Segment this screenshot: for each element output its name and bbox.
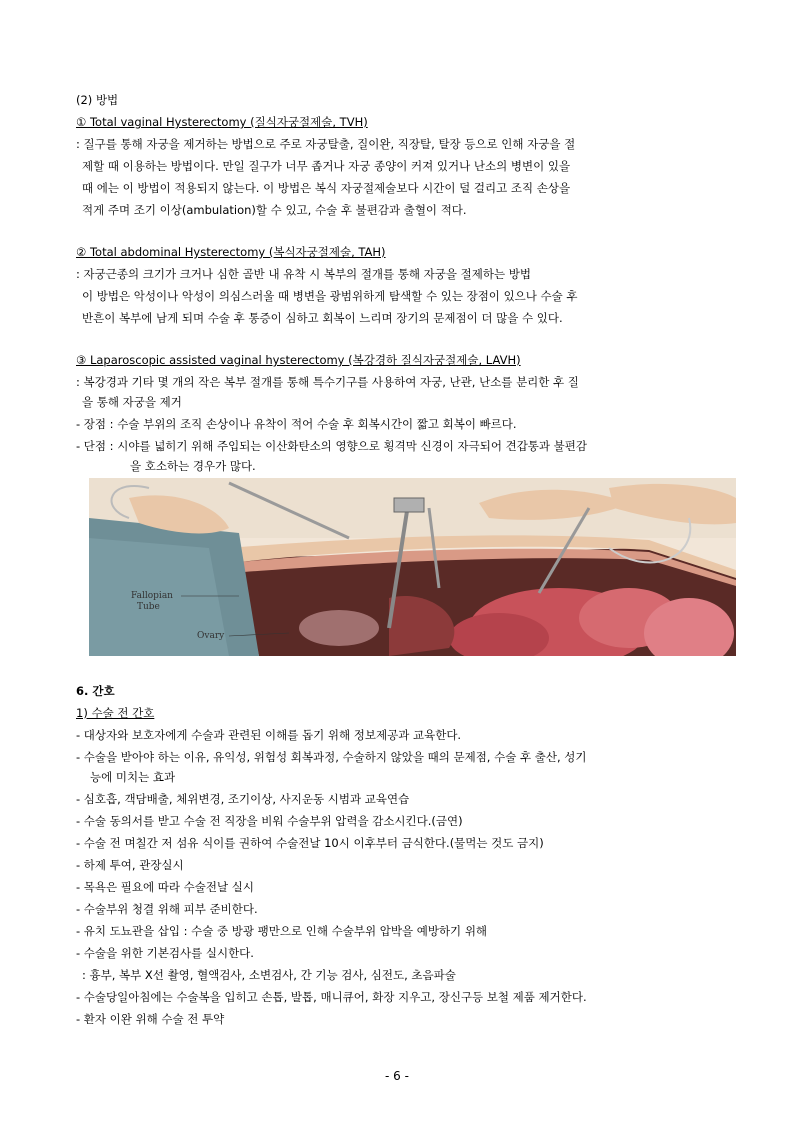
tah-line-1: : 자궁근종의 크기가 크거나 심한 골반 내 유착 시 복부의 절개를 통해 자궁을 절제하는 방법: [76, 267, 531, 281]
page-number: - 6 -: [385, 1069, 409, 1083]
lavh-line-1: : 복강경과 기타 몇 개의 작은 복부 절개를 통해 특수기구를 사용하여 자궁, 난관, 난소를 분리한 후 질: [76, 375, 579, 389]
laparoscopy-illustration: [89, 478, 736, 656]
tah-line-2: 이 방법은 악성이나 악성이 의심스러울 때 병변을 광범위하게 탐색할 수 있는 장점이 있으나 수술 후: [82, 289, 578, 303]
label-ovary: Ovary: [197, 631, 225, 641]
nursing-item-11: - 수술당일아침에는 수술복을 입히고 손톱, 발톱, 매니큐어, 화장 지우고, 장신구등 보철 제품 제거한다.: [76, 990, 587, 1004]
section-heading-method: (2) 방법: [76, 93, 119, 107]
lavh-title: ③ Laparoscopic assisted vaginal hysterectomy (복강경하 질식자궁절제술, LAVH): [76, 353, 521, 367]
nursing-item-4: - 수술 동의서를 받고 수술 전 직장을 비워 수술부위 압력을 감소시킨다.(금연): [76, 814, 463, 828]
nursing-item-6: - 하제 투여, 관장실시: [76, 858, 184, 872]
label-fallopian: Fallopian: [131, 591, 173, 601]
tvh-line-2: 제할 때 이용하는 방법이다. 만일 질구가 너무 좁거나 자궁 종양이 커져 있거나 난소의 병변이 있을: [82, 159, 571, 173]
nursing-item-2: - 수술을 받아야 하는 이유, 유익성, 위험성 회복과정, 수술하지 않았을 때의 문제점, 수술 후 출산, 성기: [76, 750, 587, 764]
section-heading-nursing: 6. 간호: [76, 684, 115, 698]
lavh-disadvantage: - 단점 : 시야를 넓히기 위해 주입되는 이산화탄소의 영향으로 횡격막 신경이 자극되어 견갑통과 불편감: [76, 439, 588, 453]
nursing-item-3: - 심호흡, 객담배출, 체위변경, 조기이상, 사지운동 시범과 교육연습: [76, 792, 410, 806]
nursing-item-9: - 유치 도뇨관을 삽입 : 수술 중 방광 팽만으로 인해 수술부위 압박을 예방하기 위해: [76, 924, 488, 938]
tvh-line-1: : 질구를 통해 자궁을 제거하는 방법으로 주로 자궁탈출, 질이완, 직장탈, 탈장 등으로 인해 자궁을 절: [76, 137, 576, 151]
nursing-item-10-detail: : 흉부, 복부 X선 촬영, 혈액검사, 소변검사, 간 기능 검사, 심전도, 초음파술: [82, 968, 456, 982]
subheading-preop: 1) 수술 전 간호: [76, 706, 155, 720]
lavh-line-2: 을 통해 자궁을 제거: [82, 395, 182, 409]
nursing-item-8: - 수술부위 청결 위해 피부 준비한다.: [76, 902, 258, 916]
nursing-item-1: - 대상자와 보호자에게 수술과 관련된 이해를 돕기 위해 정보제공과 교육한다.: [76, 728, 462, 742]
tvh-line-4: 적게 주며 조기 이상(ambulation)할 수 있고, 수술 후 불편감과 출혈이 적다.: [82, 203, 467, 217]
nursing-item-5: - 수술 전 며칠간 저 섬유 식이를 권하여 수술전날 10시 이후부터 금식한다.(물먹는 것도 금지): [76, 836, 544, 850]
tah-line-3: 반흔이 복부에 남게 되며 수술 후 통증이 심하고 회복이 느리며 장기의 문제점이 더 많을 수 있다.: [82, 311, 563, 325]
tvh-line-3: 때 에는 이 방법이 적용되지 않는다. 이 방법은 복식 자궁절제술보다 시간이 덜 걸리고 조직 손상을: [82, 181, 571, 195]
lavh-disadvantage-cont: 을 호소하는 경우가 많다.: [130, 459, 256, 473]
lavh-advantage: - 장점 : 수술 부위의 조직 손상이나 유착이 적어 수술 후 회복시간이 짧고 회복이 빠르다.: [76, 417, 517, 431]
nursing-item-7: - 목욕은 필요에 따라 수술전날 실시: [76, 880, 254, 894]
tah-title: ② Total abdominal Hysterectomy (복식자궁절제술, TAH): [76, 245, 386, 259]
tvh-title: ① Total vaginal Hysterectomy (질식자궁절제술, TVH): [76, 115, 368, 129]
label-tube: Tube: [137, 602, 160, 612]
nursing-item-2-cont: 능에 미치는 효과: [90, 770, 176, 784]
nursing-item-10: - 수술을 위한 기본검사를 실시한다.: [76, 946, 254, 960]
nursing-item-12: - 환자 이완 위해 수술 전 투약: [76, 1012, 225, 1026]
